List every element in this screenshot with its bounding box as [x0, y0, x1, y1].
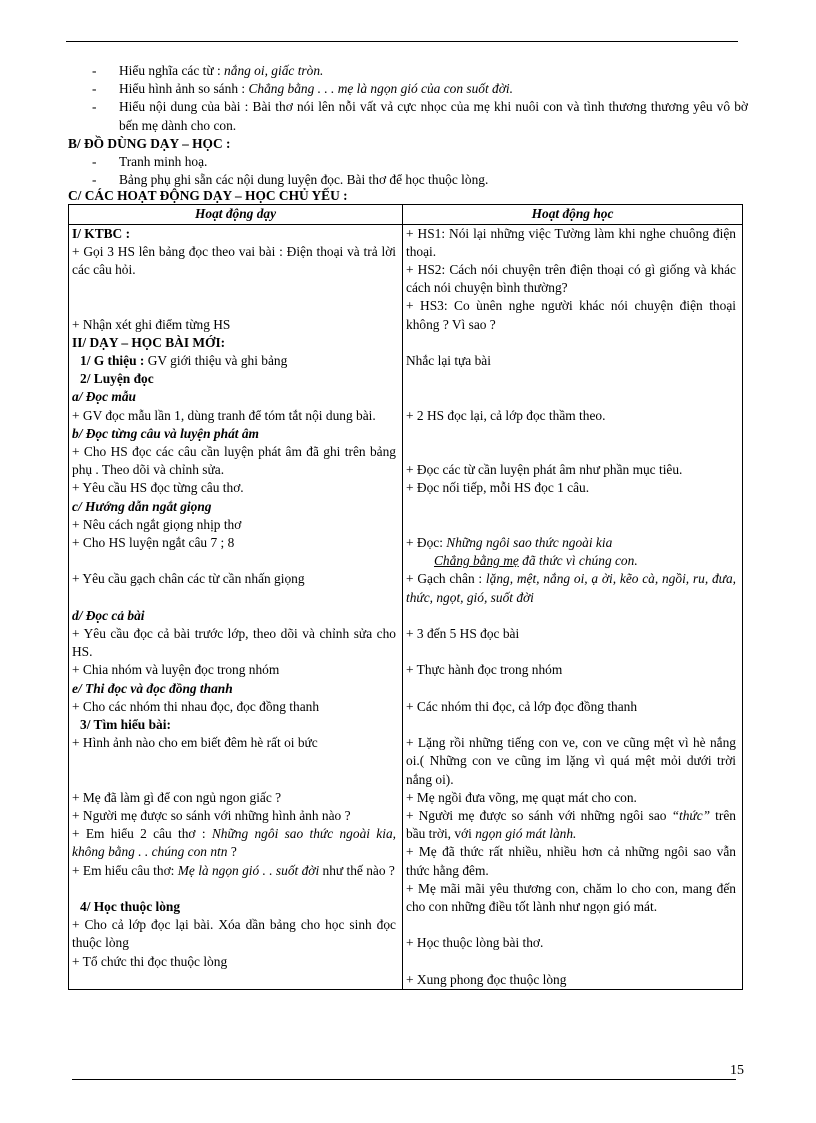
table-row: I/ KTBC : + Gọi 3 HS lên bảng đọc theo vai bài : Điện thoại và trả lời các câu hỏi. + Nhận xét ghi điểm từng HS II/ DẠY – HỌC BÀI MỚI: 1/ G thiệu : GV giới thiệu và ghi bảng 2/ Luyện đọc a/ Đọc mẫu + GV đọc mẫu lần 1, dùng tranh để tóm tắt nội dung bài. b/ Đọc từng câu và luyện phát âm + Cho HS đọc các câu cần luyện phát âm đã ghi trên bảng phụ . Theo dõi và chỉnh sửa. + Yêu cầu HS đọc từng câu thơ. c/ Hướng dẫn ngắt giọng + Nêu cách ngắt giọng nhịp thơ + Cho HS luyện ngắt câu 7 ; 8 + Yêu cầu gạch chân các từ cần nhấn giọng d/ Đọc cả bài + Yêu cầu đọc cả bài trước lớp, theo dõi và chỉnh sửa cho HS. + Chia nhóm và luyện đọc trong nhóm e/ Thi đọc và đọc đồng thanh + Cho các nhóm thi nhau đọc, đọc đồng thanh 3/ Tìm hiểu bài: + Hình ảnh nào cho em biết đêm hè rất oi bức + Mẹ đã làm gì để con ngủ ngon giấc ? + Người mẹ được so sánh với những hình ảnh nào ? + Em hiểu 2 câu thơ : Những ngôi sao thức ngoài kia, không bằng . . chúng con ntn ? + Em hiểu câu thơ: Mẹ là ngọn gió . . suốt đời như thế nào ? 4/ Học thuộc lòng + Cho cả lớp đọc lại bài. Xóa dần bảng cho học sinh đọc thuộc lòng + Tổ chức thi đọc thuộc lòng + HS1: Nói lại những việc Tường làm khi nghe chuông điện thoại. + HS2: Cách nói chuyện trên điện thoại có gì giống và khác cách nói chuyện bình thường? + HS3: Co ùnên nghe người khác nói chuyện điện thoại không ? Vì sao ? Nhắc lại tựa bài + 2 HS đọc lại, cả lớp đọc thầm theo. + Đọc các từ cần luyện phát âm như phần mục tiêu. + Đọc nối tiếp, mỗi HS đọc 1 câu. + Đọc: Những ngôi sao thức ngoài kia Chẳng bằng mẹ đã thức vì chúng con. + Gạch chân : lặng, mệt, nắng oi, ạ ời, kẽo cà, ngồi, ru, đưa, thức, ngọt, gió, suốt đời + 3 đến 5 HS đọc bài + Thực hành đọc trong nhóm + Các nhóm thi đọc, cả lớp đọc đồng thanh + Lặng rồi những tiếng con ve, con ve cũng mệt vì hè nắng oi.( Những con ve cũng im lặng vì quá mệt mỏi dưới trời nắng oi). + Mẹ ngồi đưa võng, mẹ quạt mát cho con. + Người mẹ được so sánh với những ngôi sao “thức” trên bầu trời, với ngọn gió mát lành. + Mẹ đã thức rất nhiều, nhiều hơn cả những ngôi sao vẫn thức hằng đêm. + Mẹ mãi mãi yêu thương con, chăm lo cho con, mang đến cho con những điều tốt lành như ngọn gió mát. + Học thuộc lòng bài thơ. + Xung phong đọc thuộc lòng — [69, 224, 743, 989]
page-number: 15 — [730, 1063, 744, 1078]
material-item: - Tranh minh hoạ. — [92, 154, 208, 170]
teacher-column-header: Hoạt động dạy — [69, 205, 403, 224]
objective-item: - Hiểu hình ảnh so sánh : Chẳng bằng . . . mẹ là ngọn gió của con suốt đời. — [92, 81, 513, 97]
student-column-header: Hoạt động học — [403, 205, 743, 224]
activities-table — [68, 204, 743, 990]
footer-rule — [72, 1079, 736, 1080]
objective-item: - Hiểu nội dung của bài : Bài thơ nói lên nỗi vất vả cực nhọc của mẹ khi nuôi con và tình thương thương yêu vô bờ bến mẹ dành cho con. — [92, 99, 748, 133]
section-b-title: B/ ĐỒ DÙNG DẠY – HỌC : — [68, 135, 231, 151]
header-rule — [66, 41, 738, 42]
section-c-title: C/ CÁC HOẠT ĐỘNG DẠY – HỌC CHỦ YẾU : — [68, 188, 348, 204]
objective-item: - Hiểu nghĩa các từ : nắng oi, giấc tròn. — [92, 63, 324, 78]
document-body — [68, 62, 748, 990]
material-item: - Bảng phụ ghi sẵn các nội dung luyện đọc. Bài thơ để học thuộc lòng. — [92, 172, 489, 188]
